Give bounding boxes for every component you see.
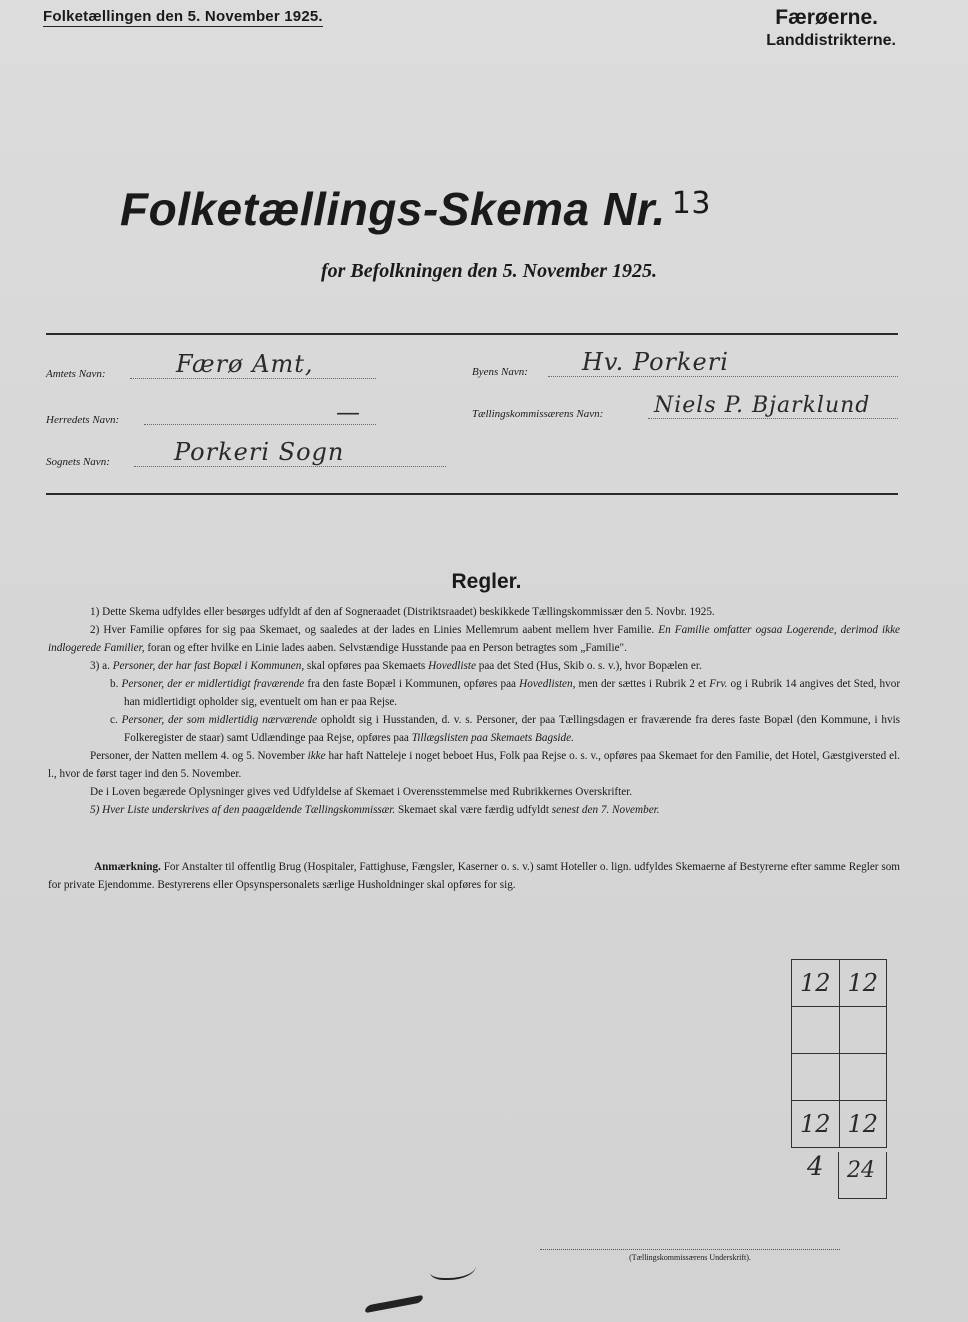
sogn-value: Porkeri Sogn [174, 438, 345, 466]
tally-row [792, 1054, 887, 1101]
total-households: 4 [807, 1152, 824, 1182]
amt-field [46, 350, 376, 382]
tally-cell [792, 1007, 840, 1054]
note-label: Anmærkning. [94, 861, 161, 873]
tally-cell [792, 1054, 840, 1101]
bottom-divider [46, 493, 898, 495]
amt-label: Amtets Navn: [46, 368, 106, 380]
rule-5: 5) Hver Liste underskrives af den paagældende Tællingskommissær. Skemaet skal være færdig udfyldt senest den 7. November. [90, 804, 660, 816]
rule-1: 1) Dette Skema udfyldes eller besørges udfyldt af den af Sogneraadet (Distriktsraadet) beskikkede Tællingskommissær den 5. Novbr. 1925. [90, 606, 715, 618]
by-line [548, 376, 898, 377]
tally-cell: 12 [792, 960, 840, 1007]
region-header [766, 6, 896, 50]
tally-cell [839, 1007, 887, 1054]
total-persons: 24 [847, 1158, 875, 1183]
by-label: Byens Navn: [472, 366, 528, 378]
pen-stroke [430, 1256, 476, 1280]
rule-3a: 3) a. Personer, der har fast Bopæl i Kommunen, skal opføres paa Skemaets Hovedliste paa det Sted (Hus, Skib o. s. v.), hvor Bopælen er. [90, 660, 702, 672]
rule-3c: c. Personer, der som midlertidig nærværende opholdt sig i Husstanden, d. v. s. Personer, der paa Tællingsdagen er fraværende fra deres faste Bopæl (den Kommune, i hvis Folkeregister de staar) samt Udlændinge paa Rejse, opføres paa Tillægslisten paa Skemaets Bagside. [110, 714, 901, 744]
herred-field [46, 398, 376, 428]
tally-cell: 12 [792, 1101, 840, 1148]
rules-text [48, 603, 900, 819]
form-title-text: Folketællings-Skema Nr. [120, 183, 666, 235]
amt-value: Færø Amt, [176, 350, 314, 378]
kommissaer-label: Tællingskommissærens Navn: [472, 408, 604, 420]
signature-caption: (Tællingskommissærens Underskrift). [629, 1253, 751, 1262]
district-name: Landdistrikterne. [766, 32, 896, 49]
tally-row [792, 960, 887, 1007]
sogn-field [46, 438, 446, 470]
tally-table [791, 959, 887, 1148]
country-name: Færøerne. [775, 6, 878, 29]
kommissaer-field [472, 393, 898, 422]
rule-3b: b. Personer, der er midlertidigt fraværende fra den faste Bopæl i Kommunen, opføres paa Hovedlisten, men der sættes i Rubrik 2 et Frv. og i Rubrik 14 angives det Sted, hvor han midlertidigt opholder sig, eventuelt om han er paa Rejse. [110, 678, 901, 708]
herred-value: — [336, 398, 361, 426]
sogn-label: Sognets Navn: [46, 456, 110, 468]
tally-row [792, 1101, 887, 1148]
note-text [48, 858, 900, 894]
rule-4: Personer, der Natten mellem 4. og 5. November ikke har haft Natteleje i noget beboet Hus, Folk paa Rejse o. s. v., opføres paa Skemaet for den Familie, det Hotel, Gæstgiversted el. l., hvor de først tager ind den 5. November. [48, 750, 900, 780]
signature-line [540, 1249, 840, 1250]
rule-4b: De i Loven begærede Oplysninger gives ved Udfyldelse af Skemaet i Overensstemmelse med Rubrikkernes Overskrifter. [90, 786, 633, 798]
rules-heading: Regler. [451, 570, 522, 593]
kommissaer-line [648, 418, 898, 419]
edge-mark [364, 1295, 424, 1314]
tally-totals [791, 1152, 887, 1198]
herred-label: Herredets Navn: [46, 414, 120, 426]
amt-line [130, 378, 376, 379]
kommissaer-value: Niels P. Bjarklund [654, 393, 871, 418]
tally-cell: 12 [839, 960, 887, 1007]
top-divider [46, 333, 898, 335]
tally-row [792, 1007, 887, 1054]
form-number: 13 [671, 186, 711, 221]
form-title [120, 182, 711, 236]
note-body: For Anstalter til offentlig Brug (Hospitaler, Fattighuse, Fængsler, Kaserner o. s. v.) samt Hoteller o. lign. udfyldes Skemaerne af Bestyrerne efter samme Regler som for private Ejendomme. Bestyrerens eller Opsynspersonalets særlige Husholdninger skal opføres for sig. [48, 861, 901, 891]
tally-cell [839, 1054, 887, 1101]
tally-cell: 12 [839, 1101, 887, 1148]
rule-2: 2) Hver Familie opføres for sig paa Skemaet, og saaledes at der lades en Linies Mellemrum aabent mellem hver Familie. En Familie omfatter ogsaa Logerende, derimod ikke indlogerede Familier, foran og efter hvilke en Linie lades aaben. Selvstændige Husstande paa en Person betragtes som „Familie". [48, 624, 900, 654]
form-subtitle: for Befolkningen den 5. November 1925. [320, 260, 658, 282]
by-field [472, 348, 898, 380]
census-date-header: Folketællingen den 5. November 1925. [43, 8, 323, 25]
sogn-line [134, 466, 446, 467]
by-value: Hv. Porkeri [582, 348, 729, 376]
